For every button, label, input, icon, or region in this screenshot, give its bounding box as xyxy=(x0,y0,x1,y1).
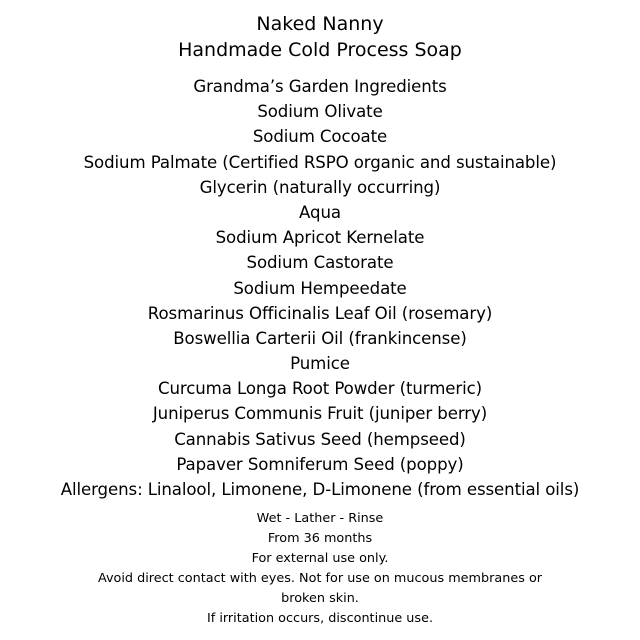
ingredient-item: Aqua xyxy=(299,202,341,222)
ingredient-item: Pumice xyxy=(290,354,350,374)
usage-instruction: Wet - Lather - Rinse xyxy=(256,511,384,526)
ingredient-item: Sodium Apricot Kernelate xyxy=(215,228,425,248)
brand-name: Naked Nanny xyxy=(256,13,384,35)
product-title: Handmade Cold Process Soap xyxy=(178,39,462,61)
irritation-warning: If irritation occurs, discontinue use. xyxy=(206,611,434,626)
ingredient-item: Cannabis Sativus Seed (hempseed) xyxy=(174,429,466,449)
ingredient-item: Sodium Castorate xyxy=(246,253,394,273)
ingredient-item: Rosmarinus Officinalis Leaf Oil (rosemary) xyxy=(147,303,493,323)
ingredient-item: Juniperus Communis Fruit (juniper berry) xyxy=(152,404,488,424)
ingredient-list xyxy=(0,74,640,502)
ingredient-item: Sodium Olivate xyxy=(257,102,383,122)
ingredient-item: Glycerin (naturally occurring) xyxy=(199,177,441,197)
ingredient-heading: Grandma’s Garden Ingredients xyxy=(193,77,447,96)
usage-directions xyxy=(0,509,640,629)
eye-contact-warning-cont: broken skin. xyxy=(281,591,359,606)
ingredient-item: Papaver Somniferum Seed (poppy) xyxy=(176,454,464,474)
ingredient-item: Curcuma Longa Root Powder (turmeric) xyxy=(157,379,483,399)
ingredient-item: Boswellia Carterii Oil (frankincense) xyxy=(173,328,467,348)
age-guidance: From 36 months xyxy=(267,531,373,546)
ingredient-item: Sodium Hempeedate xyxy=(233,278,407,298)
ingredient-item: Sodium Palmate (Certified RSPO organic and sustainable) xyxy=(83,152,557,172)
eye-contact-warning: Avoid direct contact with eyes. Not for use on mucous membranes or xyxy=(97,571,543,586)
ingredient-item: Sodium Cocoate xyxy=(252,127,388,147)
allergens-note: Allergens: Linalool, Limonene, D-Limonene (from essential oils) xyxy=(60,480,580,499)
external-use-warning: For external use only. xyxy=(251,551,389,566)
